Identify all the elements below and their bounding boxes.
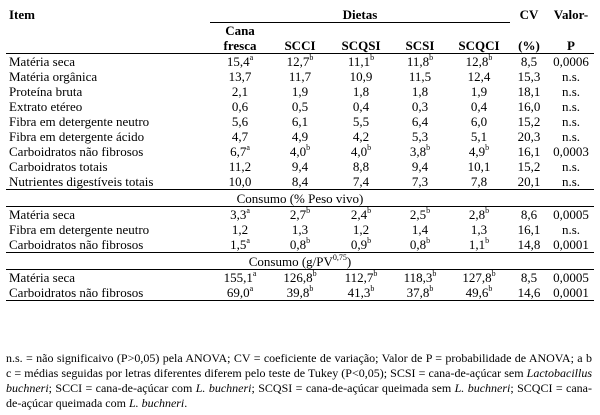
cell-scsi: 1,4 [411, 222, 429, 237]
cell-scqci: 10,1 [467, 159, 491, 174]
cell-cv: 8,5 [510, 54, 548, 70]
cell-cv: 16,1 [517, 144, 541, 159]
cell-scqsi: 1,2 [352, 222, 370, 237]
cell-scci: 2,7$^b$ [270, 207, 330, 223]
cell-scsi: 2,5$^b$ [392, 207, 448, 223]
cell-c: 10,0 [228, 174, 252, 189]
cell-item: Carboidratos não fibrosos [6, 285, 210, 301]
cell-scsi: 11,5 [408, 69, 432, 84]
header-cv-1: CV [519, 7, 539, 23]
cell-scci: 4,9 [291, 129, 309, 144]
table-row [6, 207, 594, 223]
table-row [6, 159, 594, 174]
cell-c: 1,5$^a$ [230, 236, 250, 252]
cell-scsi: 11,8$^b$ [392, 54, 448, 70]
cell-c: 6,7$^a$ [230, 143, 250, 159]
cell-scci: 4,0$^b$ [289, 143, 311, 159]
cell-p: n.s. [561, 69, 581, 84]
cell-scci: 12,7$^b$ [270, 54, 330, 70]
header-cv-2: (%) [518, 38, 540, 53]
cell-p: 0,0003 [553, 144, 589, 159]
cell-item: Matéria seca [6, 270, 210, 286]
cell-scqci: 12,8$^b$ [448, 54, 510, 70]
cell-cv: 20,1 [517, 174, 541, 189]
cell-scsi: 3,8$^b$ [409, 143, 431, 159]
cell-scqci: 12,4 [467, 69, 491, 84]
cell-scsi: 118,3$^b$ [392, 270, 448, 286]
cell-c: 3,3$^a$ [210, 207, 270, 223]
cell-scqci: 1,1$^b$ [468, 236, 490, 252]
cell-scci: 1,3 [291, 222, 309, 237]
cell-scqci: 6,0 [470, 114, 488, 129]
cell-p: n.s. [561, 222, 581, 237]
cell-p: n.s. [561, 159, 581, 174]
cell-p: 0,0001 [553, 237, 589, 252]
section-2-title: Consumo (% Peso vivo) [6, 190, 594, 207]
cell-scqsi: 4,2 [352, 129, 370, 144]
cell-scci: 9,4 [291, 159, 309, 174]
cell-p: n.s. [561, 114, 581, 129]
cell-c: 5,6 [231, 114, 249, 129]
cell-scqsi: 112,7$^b$ [330, 270, 392, 286]
cell-scqci: 127,8$^b$ [448, 270, 510, 286]
cell-cv: 18,1 [517, 84, 541, 99]
cell-cv: 8,5 [510, 270, 548, 286]
cell-item: Extrato etéreo [9, 99, 83, 114]
cell-scci: 1,9 [291, 84, 309, 99]
cell-p: 0,0005 [548, 270, 594, 286]
header-item: Item [9, 7, 35, 22]
cell-scci: 126,8$^b$ [270, 270, 330, 286]
cell-scqci: 49,6$^b$ [448, 285, 510, 301]
table-row [6, 69, 594, 84]
header-p-2: P [567, 38, 575, 53]
cell-item: Matéria seca [6, 54, 210, 70]
cell-scqsi: 4,0$^b$ [350, 143, 372, 159]
cell-scqci: 0,4 [470, 99, 488, 114]
header-scci: SCCI [284, 38, 316, 53]
section-1-body [6, 54, 594, 190]
cell-item: Carboidratos não fibrosos [9, 237, 144, 252]
cell-item: Carboidratos totais [9, 159, 108, 174]
cell-c: 11,2 [228, 159, 252, 174]
table-row [6, 144, 594, 159]
header-p-1: Valor- [553, 7, 589, 23]
header-cana: Cana fresca [223, 23, 257, 53]
cell-p: 0,0006 [548, 54, 594, 70]
header-dietas: Dietas [210, 5, 510, 23]
cell-scsi: 5,3 [411, 129, 429, 144]
cell-p: n.s. [561, 129, 581, 144]
cell-scci: 6,1 [291, 114, 309, 129]
cell-scsi: 9,4 [411, 159, 429, 174]
cell-c: 4,7 [231, 129, 249, 144]
cell-scqsi: 1,8 [352, 84, 370, 99]
cell-scqsi: 8,8 [352, 159, 370, 174]
table-row [6, 54, 594, 70]
header-scqci: SCQCI [458, 38, 500, 53]
cell-scqci: 1,9 [470, 84, 488, 99]
cell-scqsi: 11,1$^b$ [330, 54, 392, 70]
cell-scqsi: 2,4$^b$ [330, 207, 392, 223]
cell-item: Fibra em detergente ácido [9, 129, 145, 144]
cell-c: 69,0$^a$ [210, 285, 270, 301]
cell-cv: 15,2 [517, 114, 541, 129]
footnote: n.s. = não significaivo (P>0,05) pela ANOVA; CV = coeficiente de variação; Valor de P = probabilidade de ANOVA; a b c = médias seguidas por letras diferentes diferem pelo teste de Tukey (P<0,05); SCSI = cana-de-açúcar sem Lactobacillus buchneri; SCCI = cana-de-açúcar com L. buchneri; SCQSI = cana-de-açúcar queimada sem L. buchneri; SCQCI = cana-de-açúcar queimada com L. buchneri. [6, 351, 592, 410]
table-row [6, 285, 594, 301]
table-row [6, 84, 594, 99]
cell-c: 0,6 [231, 99, 249, 114]
cell-cv: 15,2 [517, 159, 541, 174]
table-row [6, 237, 594, 253]
header-scqsi: SCQSI [341, 38, 381, 53]
cell-scsi: 7,3 [411, 174, 429, 189]
cell-scqsi: 41,3$^b$ [330, 285, 392, 301]
cell-scqci: 4,9$^b$ [468, 143, 490, 159]
cell-c: 1,2 [231, 222, 249, 237]
table-row [6, 129, 594, 144]
cell-p: n.s. [561, 84, 581, 99]
cell-scsi: 6,4 [411, 114, 429, 129]
cell-scci: 8,4 [291, 174, 309, 189]
table-row [6, 174, 594, 190]
cell-cv: 16,1 [517, 222, 541, 237]
cell-item: Fibra em detergente neutro [9, 222, 150, 237]
cell-scsi: 37,8$^b$ [392, 285, 448, 301]
cell-item: Proteína bruta [9, 84, 83, 99]
cell-scci: 0,8$^b$ [289, 236, 311, 252]
table-row [6, 114, 594, 129]
table-row [6, 99, 594, 114]
cell-cv: 15,3 [517, 69, 541, 84]
cell-c: 15,4$^a$ [210, 54, 270, 70]
cell-p: n.s. [561, 174, 581, 189]
cell-cv: 14,8 [517, 237, 541, 252]
cell-c: 155,1$^a$ [210, 270, 270, 286]
table-row [6, 222, 594, 237]
cell-scqci: 5,1 [470, 129, 488, 144]
cell-scqsi: 7,4 [352, 174, 370, 189]
cell-scqsi: 0,4 [352, 99, 370, 114]
cell-p: 0,0005 [548, 207, 594, 223]
cell-item: Fibra em detergente neutro [9, 114, 150, 129]
cell-item: Matéria seca [6, 207, 210, 223]
consumption-table [6, 5, 594, 301]
cell-scqci: 2,8$^b$ [448, 207, 510, 223]
cell-c: 13,7 [228, 69, 252, 84]
cell-cv: 20,3 [517, 129, 541, 144]
section-2-body [6, 207, 594, 253]
cell-scqci: 7,8 [470, 174, 488, 189]
cell-scsi: 0,3 [411, 99, 429, 114]
cell-scci: 11,7 [288, 69, 312, 84]
cell-scqsi: 5,5 [352, 114, 370, 129]
section-3-title: Consumo (g/PV$^{0,75}$) [6, 253, 594, 270]
cell-p: n.s. [561, 99, 581, 114]
cell-item: Carboidratos não fibrosos [9, 144, 144, 159]
cell-scci: 0,5 [291, 99, 309, 114]
cell-scsi: 0,8$^b$ [409, 236, 431, 252]
cell-item: Nutrientes digestíveis totais [9, 174, 154, 189]
table-row [6, 270, 594, 286]
section-3-body [6, 270, 594, 301]
cell-cv: 16,0 [517, 99, 541, 114]
cell-scqsi: 10,9 [349, 69, 373, 84]
cell-scqsi: 0,9$^b$ [350, 236, 372, 252]
cell-item: Matéria orgânica [9, 69, 98, 84]
cell-cv: 14,6 [510, 285, 548, 301]
cell-scqci: 1,3 [470, 222, 488, 237]
cell-p: 0,0001 [548, 285, 594, 301]
cell-scsi: 1,8 [411, 84, 429, 99]
cell-c: 2,1 [231, 84, 249, 99]
cell-scci: 39,8$^b$ [270, 285, 330, 301]
cell-cv: 8,6 [510, 207, 548, 223]
header-scsi: SCSI [405, 38, 435, 53]
